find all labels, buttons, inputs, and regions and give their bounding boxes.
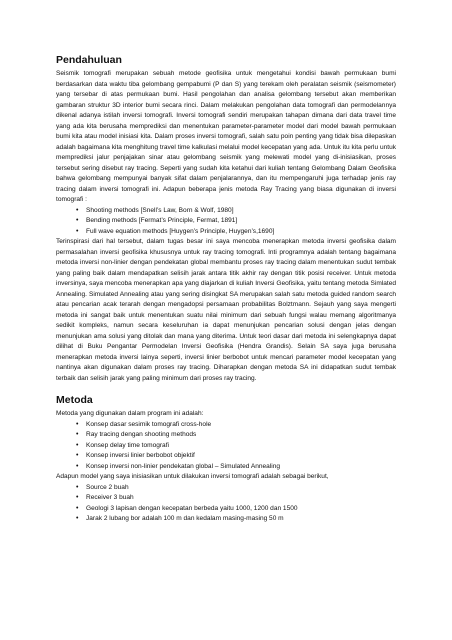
section-heading-metoda: Metoda [56, 394, 93, 406]
pendahuluan-outro-paragraph: Terinspirasi dari hal tersebut, dalam tugas besar ini saya mencoba menerapkan metoda inversi geofisika dalam permasalahan inversi geofisika khususnya untuk ray tracing tomografi. Inti programnya adalah tentang bagaimana metoda inversi non-linier dengan pendekatan global membantu proses ray tracing dalam menentukan sudut tembak yang paling baik dalam mendapatkan selisih jarak antara titik akhir ray dengan titik posisi receiver. Untuk metoda inversinya, saya mencoba menerapkan apa yang diajarkan di kuliah Inversi Geofisika, yaitu tentang metoda Simlated Annealing. Simulated Annealing atau yang sering disingkat SA merupakan salah satu metoda guided random search atau pencarian acak terarah dengan mengadopsi persamaan probabilitas Bolztmann. Sejauh yang saya mengerti metoda ini sangat baik untuk menentukan suatu nilai minimum dari sebuah fungsi walau memang algoritmanya sedikit kompleks, namun secara keseluruhan ia dapat menunjukan pencarian solusi dengan jelas dengan menunjukan ama solusi yang ditolak dan mana yang diterima. Untuk teori dasar dari metoda ini selengkapnya dapat dilihat di Buku Pengantar Permodelan Inversi Geofisika (Hendra Grandis). Selain SA saya juga berusaha menerapkan metoda inversi lainya seperti, inversi linier berbobot untuk mencari parameter model kecepatan yang nantinya akan digunakan dalam proses ray tracing. Diharapkan dengan metoda SA ini didapatkan sudut tembak terbaik dan selisih jarak yang paling minimum dari proses ray tracing. [56, 238, 396, 382]
list-item: • Receiver 3 buah [76, 493, 396, 504]
list-item: • Geologi 3 lapisan dengan kecepatan berbeda yaitu 1000, 1200 dan 1500 [76, 504, 396, 515]
metoda-model-paragraph: Adapun model yang saya inisiasikan untuk dilakukan inversi tomografi adalah sebagai berikut, [56, 473, 329, 480]
metoda-intro-paragraph: Metoda yang digunakan dalam program ini adalah: [56, 410, 204, 417]
list-item: • Source 2 buah [76, 483, 396, 494]
list-item: • Konsep dasar sesimik tomografi cross-hole [76, 420, 396, 431]
list-item: • Shooting methods [Snell’s Law, Born & Wolf, 1980] [76, 206, 396, 217]
ray-tracing-methods-list [56, 206, 396, 238]
methods-list [56, 420, 396, 473]
list-item: • Bending methods [Fermat’s Principle, Fermat, 1891] [76, 216, 396, 227]
section-heading-pendahuluan: Pendahuluan [56, 54, 122, 66]
pendahuluan-intro-paragraph: Seismik tomografi merupakan sebuah metode geofisika untuk mengetahui kondisi bawah permukaan bumi berdasarkan data waktu tiba gelombang gempabumi (P dan S) yang terekam oleh peralatan seismik (seismometer) yang tersebar di atas permukaan bumi. Hasil pengolahan dan analisa gelombang tersebut akan memberikan gambaran struktur 3D interior bumi secara rinci. Dalam melakukan pengolahan data tomografi dan permodelannya dikenal adanya istilah inversi tomografi. Inversi tomografi sendiri merupakan tahapan dimana dari data travel time yang ada kita berusaha memprediksi dan menentukan parameter-parameter model dari model bawah permukaan bumi kita atau model inisiasi kita. Dalam proses inversi tomografi, salah satu poin penting yang tidak bisa dilepaskan adalah bagaimana kita menghitung travel time kalkulasi melalui model kecepatan yang ada. Untuk itu kita perlu untuk memprediksi jalur penjajakan sinar atau gelombang seismik yang melewati model yang di-inisiasikan, proses tersebut sering disebut ray tracing. Seperti yang sudah kita ketahui dari kuliah tentang Gelombang Dalam Geofisika bahwa gelombang mempunyai banyak sifat dalam penjalarannya, dan itu mempengaruhi juga terhadap jenis ray tracing dalam inversi tomografi ini. Adapun beberapa jenis metoda Ray Tracing yang biasa digunakan di inversi tomografi : [56, 70, 396, 203]
list-item: • Jarak 2 lubang bor adalah 100 m dan kedalam masing-masing 50 m [76, 514, 396, 525]
list-item: • Ray tracing dengan shooting methods [76, 430, 396, 441]
list-item: • Konsep inversi linier berbobot objektif [76, 451, 396, 462]
list-item: • Konsep delay time tomografi [76, 441, 396, 452]
list-item: • Konsep inversi non-linier pendekatan global – Simulated Annealing [76, 462, 396, 473]
list-item: • Full wave equation methods [Huygen’s Principle, Huygen’s,1690] [76, 227, 396, 238]
model-parameters-list [56, 483, 396, 525]
